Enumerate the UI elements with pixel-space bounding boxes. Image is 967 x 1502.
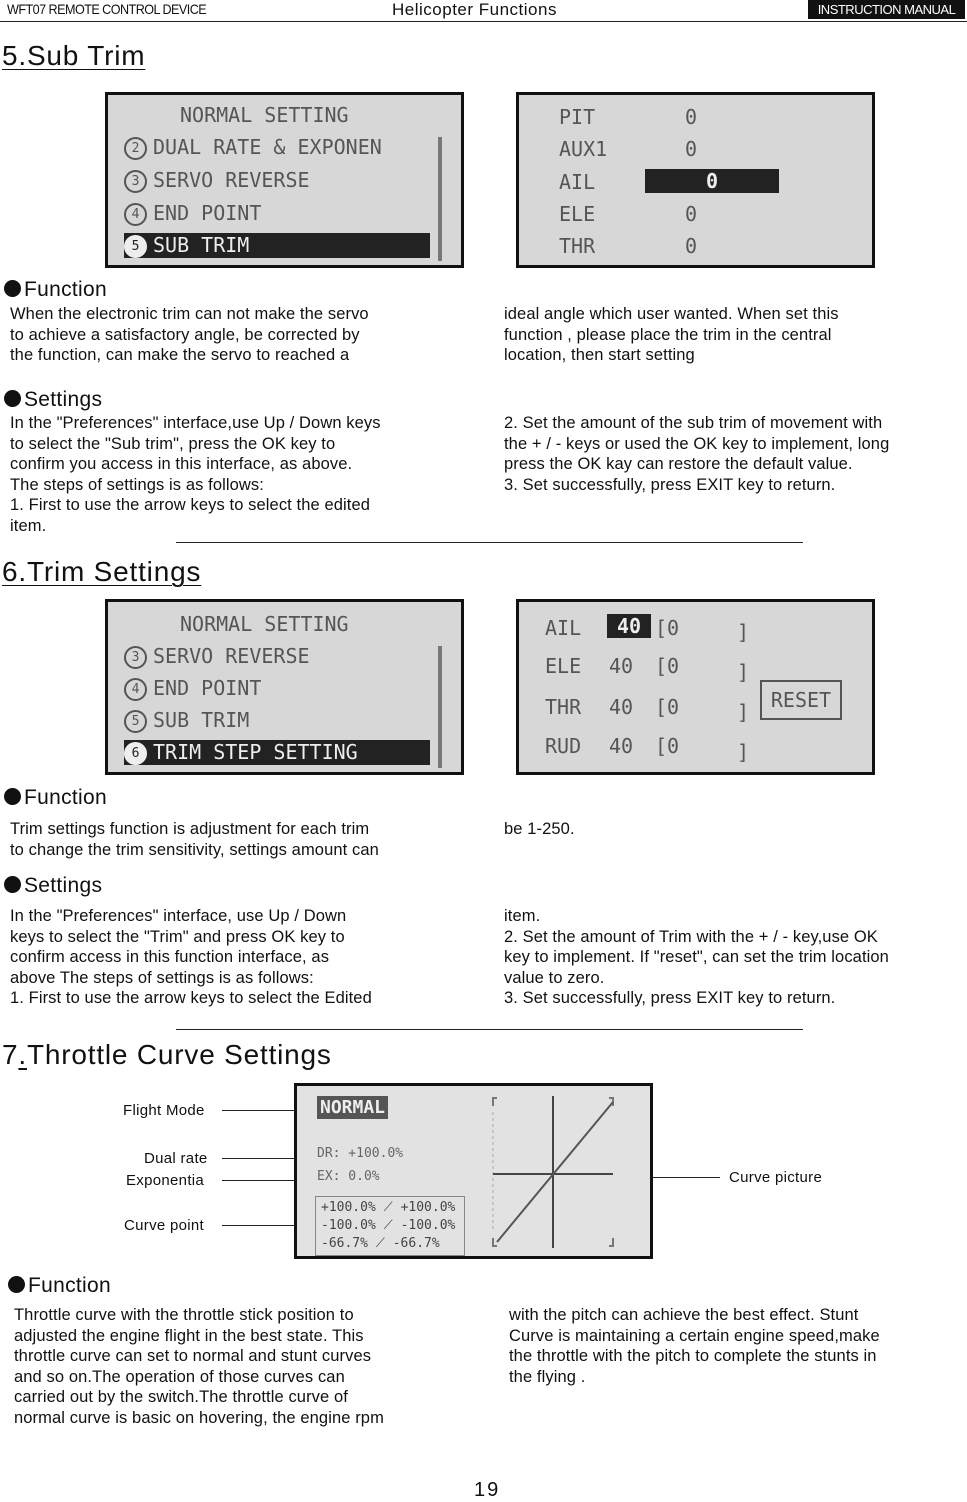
lcd-menu-item: 3 SERVO REVERSE (124, 168, 310, 193)
lcd-trim-step: 40 (609, 695, 634, 719)
lcd-curve-picture (483, 1092, 623, 1252)
trim-step-menu-screen (105, 599, 464, 775)
sec6-function-text-right: be 1-250. (504, 820, 575, 838)
label-flight-mode: Flight Mode (123, 1102, 205, 1119)
lcd-trim-step-selected: 40 (607, 614, 651, 638)
lcd-channel-label: RUD (545, 734, 582, 758)
lcd-channel-label: ELE (559, 202, 596, 226)
lcd-channel-value: 0 (685, 105, 698, 129)
section-7-title: 7.Throttle Curve Settings (2, 1039, 332, 1070)
sec7-function-text-left: Throttle curve with the throttle stick position to adjusted the engine flight in the best state. This throttle curve can set to normal and stunt curves and so on.The operation of those curves can carried out by the switch.The throttle curve of normal curve is basic on hovering, the engine rpm (14, 1306, 384, 1427)
header-manual-badge: INSTRUCTION MANUAL (808, 0, 965, 19)
sub-trim-values-screen (516, 92, 875, 268)
throttle-curve-screen (294, 1083, 653, 1259)
sec6-settings-text-right: item. 2. Set the amount of Trim with the + / - key,use OK key to implement. If "reset", can set the trim location value to zero. 3. Set successfully, press EXIT key to return. (504, 907, 889, 1007)
lcd-menu-title: NORMAL SETTING (180, 103, 349, 127)
lcd-menu-title: NORMAL SETTING (180, 612, 349, 636)
label-curve-point: Curve point (124, 1217, 205, 1234)
curve-corner-mark (609, 1238, 613, 1246)
sec5-function-heading: Function (4, 278, 107, 302)
sec7-function-text-right: with the pitch can achieve the best effect. Stunt Curve is maintaining a certain engine speed,make the throttle with the pitch to complete the stunts in the flying . (509, 1306, 880, 1386)
lcd-channel-value: 0 (685, 137, 698, 161)
sec5-function-text-left: When the electronic trim can not make the servo to achieve a satisfactory angle, be corrected by the function, can make the servo to reached a (10, 305, 369, 364)
section-divider (176, 542, 803, 543)
lcd-menu-item: 2 DUAL RATE & EXPONEN (124, 135, 382, 160)
lcd-trim-bracket-open: [0 (655, 654, 680, 678)
label-curve-picture: Curve picture (729, 1169, 823, 1186)
lcd-trim-bracket-close: ] (737, 660, 750, 684)
bullet-icon (4, 876, 21, 893)
lcd-scrollbar (438, 646, 442, 768)
sec6-function-heading: Function (4, 786, 107, 810)
lcd-menu-item: 3 SERVO REVERSE (124, 644, 310, 669)
label-dual-rate: Dual rate (144, 1150, 208, 1167)
sub-trim-menu-screen (105, 92, 464, 268)
sec7-function-heading: Function (8, 1274, 111, 1298)
page-number: 19 (474, 1479, 501, 1501)
sec6-function-text-left: Trim settings function is adjustment for each trim to change the trim sensitivity, settings amount can (10, 820, 379, 859)
lcd-trim-bracket-open: [0 (655, 734, 680, 758)
lcd-trim-bracket-close: ] (737, 740, 750, 764)
sec6-settings-heading: Settings (4, 874, 102, 898)
header-section-title: Helicopter Functions (392, 0, 557, 19)
lcd-channel-label: ELE (545, 654, 582, 678)
lcd-channel-label: AUX1 (559, 137, 608, 161)
lcd-reset-button: RESET (760, 680, 842, 720)
lcd-flight-mode: NORMAL (317, 1096, 388, 1119)
lcd-trim-bracket-close: ] (737, 700, 750, 724)
lcd-channel-value: 0 (685, 202, 698, 226)
lcd-channel-label: AIL (545, 616, 582, 640)
lcd-trim-bracket-close: ] (737, 620, 750, 644)
lcd-channel-value-selected: 0 (645, 169, 779, 193)
section-divider (176, 1029, 803, 1030)
lcd-trim-bracket-open: [0 (655, 616, 680, 640)
bullet-icon (8, 1276, 25, 1293)
sec5-settings-text-left: In the "Preferences" interface,use Up / Down keys to select the "Sub trim", press the OK key to confirm you access in this interface, as above. The steps of settings is as follows: 1. First to use the arrow keys to select the edited item. (10, 414, 381, 535)
lcd-channel-label: THR (559, 234, 596, 258)
lcd-menu-item: 4 END POINT (124, 676, 261, 701)
sec6-settings-text-left: In the "Preferences" interface, use Up / Down keys to select the "Trim" and press OK key to confirm access in this function interface, as above The steps of settings is as follows: 1. First to use the arrow keys to select the Edited (10, 907, 372, 1007)
lcd-scrollbar (438, 137, 442, 261)
bullet-icon (4, 788, 21, 805)
section-5-title: 5.Sub Trim (2, 40, 146, 71)
curve-corner-mark (493, 1098, 497, 1106)
label-exponentia: Exponentia (126, 1172, 205, 1189)
lcd-menu-item: 5 SUB TRIM (124, 708, 249, 733)
lcd-curve-point-row: -66.7% ⟋ -66.7% (321, 1236, 440, 1251)
sec5-settings-text-right: 2. Set the amount of the sub trim of movement with the + / - keys or used the OK key to implement, long press the OK kay can restore the default value. 3. Set successfully, press EXIT key to return. (504, 414, 890, 494)
lcd-channel-value: 0 (685, 234, 698, 258)
lcd-channel-label: AIL (559, 170, 596, 194)
lcd-channel-label: THR (545, 695, 582, 719)
curve-throttle-line (497, 1102, 613, 1242)
curve-corner-mark (493, 1238, 497, 1246)
lcd-trim-bracket-open: [0 (655, 695, 680, 719)
lcd-dual-rate: DR: +100.0% (317, 1146, 404, 1161)
lcd-menu-item: 4 END POINT (124, 201, 261, 226)
header-device-name: WFT07 REMOTE CONTROL DEVICE (7, 1, 207, 17)
bullet-icon (4, 390, 21, 407)
section-6-title: 6.Trim Settings (2, 556, 202, 587)
lcd-channel-label: PIT (559, 105, 596, 129)
lcd-trim-step: 40 (609, 734, 634, 758)
lcd-trim-step: 40 (609, 654, 634, 678)
lcd-exponential: EX: 0.0% (317, 1169, 380, 1184)
sec5-function-text-right: ideal angle which user wanted. When set this function , please place the trim in the central location, then start setting (504, 305, 839, 364)
lcd-menu-item-selected: 5 SUB TRIM (124, 233, 430, 258)
lcd-curve-point-row: +100.0% ⟋ +100.0% (321, 1200, 456, 1215)
bullet-icon (4, 280, 21, 297)
lcd-menu-item-selected: 6 TRIM STEP SETTING (124, 740, 430, 765)
sec5-settings-heading: Settings (4, 388, 102, 412)
header-divider (0, 21, 967, 22)
trim-step-values-screen (516, 599, 875, 775)
lcd-curve-point-row: -100.0% ⟋ -100.0% (321, 1218, 456, 1233)
